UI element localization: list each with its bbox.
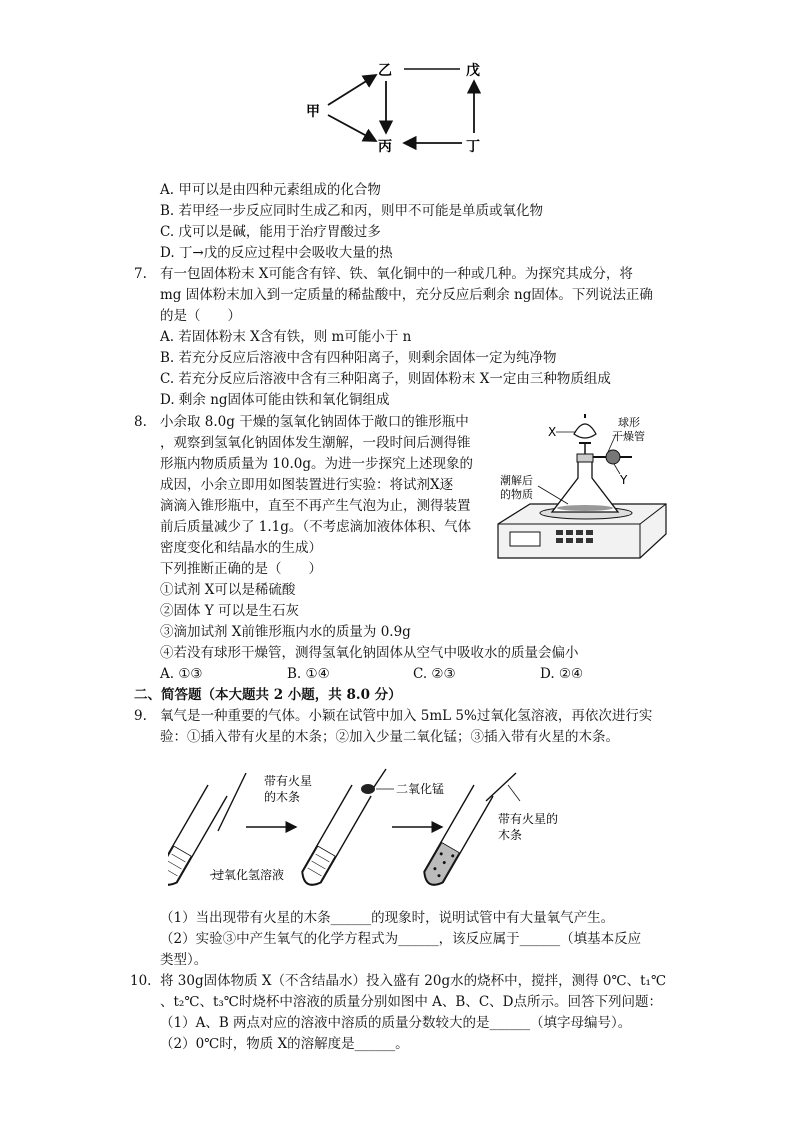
- label-sample: 的物质: [500, 488, 533, 501]
- mno2-spoon: [361, 784, 375, 794]
- q10-stem-line: 将 30g固体物质 X（不含结晶水）投入盛有 20g水的烧杯中，搅拌，测得 0℃、t₁℃: [160, 973, 667, 989]
- q8-statement-4: ④若没有球形干燥管，测得氢氧化钠固体从空气中吸收水的质量会偏小: [160, 645, 579, 661]
- label-glowing-splint-1: 的木条: [264, 790, 301, 804]
- separatory-funnel: [574, 424, 596, 438]
- q9-stem-line: 验：①插入带有火星的木条；②加入少量二氧化锰；③插入带有火星的木条。: [160, 729, 619, 745]
- q8-statement-2: ②固体 Y 可以是生石灰: [160, 603, 299, 619]
- q8-option-a[interactable]: A. ①③: [160, 666, 203, 682]
- q8-apparatus-figure: [490, 412, 676, 562]
- q10-number: 10.: [130, 973, 152, 989]
- label-glowing-splint-2: 木条: [498, 828, 523, 842]
- test-tube-2: [298, 785, 371, 890]
- reaction-relation-diagram: [300, 55, 500, 160]
- q7-stem-line: 有一包固体粉末 X可能含有锌、铁、氧化铜中的一种或几种。为探究其成分，将: [160, 266, 633, 282]
- label-y: Y: [620, 473, 628, 487]
- q8-option-c[interactable]: C. ②③: [413, 666, 456, 682]
- q8-stem-line: 密度变化和结晶水的生成）: [160, 540, 322, 556]
- section-2-title: 二、简答题（本大题共 2 小题，共 8.0 分）: [134, 687, 402, 703]
- q9-part-2: （2）实验③中产生氧气的化学方程式为______，该反应属于______（填基本反应: [160, 931, 642, 947]
- q8-stem-line: 形瓶内物质质量为 10.0g。为进一步探究上述现象的: [160, 456, 473, 472]
- drying-tube-bulb: [606, 450, 620, 464]
- q8-option-d[interactable]: D. ②④: [540, 666, 584, 682]
- q8-number: 8.: [134, 414, 147, 430]
- q8-stem-line: 滴滴入锥形瓶中，直至不再产生气泡为止，测得装置: [160, 498, 471, 514]
- q6-option-b[interactable]: B. 若甲经一步反应同时生成乙和丙，则甲不可能是单质或氧化物: [160, 203, 544, 219]
- q9-part-2-cont: 类型）。: [160, 952, 208, 968]
- label-drying-tube: 球形: [618, 416, 640, 429]
- q7-stem-line: mg 固体粉末加入到一定质量的稀盐酸中，充分反应后剩余 ng固体。下列说法正确: [160, 287, 653, 303]
- arrow-jia-to-bing: [328, 115, 376, 141]
- conical-flask: [552, 460, 618, 512]
- q7-option-b[interactable]: B. 若充分反应后溶液中含有四种阳离子，则剩余固体一定为纯净物: [160, 350, 557, 366]
- balance-display: [510, 532, 540, 546]
- label-x: X: [548, 425, 557, 439]
- q10-part-2: （2）0℃时，物质 X的溶解度是______。: [160, 1036, 409, 1052]
- label-mno2: 二氧化锰: [396, 782, 445, 796]
- q7-option-c[interactable]: C. 若充分反应后溶液中含有三种阳离子，则固体粉末 X一定由三种物质组成: [160, 371, 611, 387]
- label-drying-tube: 干燥管: [612, 430, 645, 443]
- q10-stem-line: 、t₂℃、t₃℃时烧杯中溶液的质量分别如图中 A、B、C、D点所示。回答下列问题：: [160, 994, 662, 1010]
- label-h2o2-solution: 过氧化氢溶液: [212, 868, 285, 882]
- arrow-jia-to-yi: [328, 75, 376, 105]
- q9-part-1: （1）当出现带有火星的木条______的现象时，说明试管中有大量氧气产生。: [160, 910, 615, 926]
- q7-option-d[interactable]: D. 剩余 ng固体可能由铁和氧化铜组成: [160, 392, 390, 408]
- node-ding: 丁: [466, 139, 480, 155]
- q9-stem-line: 氧气是一种重要的气体。小颖在试管中加入 5mL 5%过氧化氢溶液，再依次进行实: [160, 708, 653, 724]
- q8-statement-1: ①试剂 X可以是稀硫酸: [160, 582, 296, 598]
- q10-part-1: （1）A、B 两点对应的溶液中溶质的质量分数较大的是______（填字母编号）。: [160, 1015, 632, 1031]
- label-glowing-splint-1: 带有火星: [264, 774, 313, 788]
- label-sample: 潮解后: [500, 474, 533, 487]
- node-bing: 丙: [378, 139, 392, 155]
- q6-option-d[interactable]: D. 丁→戊的反应过程中会吸收大量的热: [160, 245, 393, 261]
- node-wu: 戊: [466, 63, 480, 79]
- test-tube-3: [420, 785, 493, 890]
- glowing-splint-2: [486, 773, 516, 801]
- node-yi: 乙: [378, 63, 392, 79]
- q7-stem-line: 的是（ ）: [160, 308, 241, 324]
- q8-stem-line: 成因，小余立即用如图装置进行实验：将试剂X逐: [160, 477, 454, 493]
- q8-stem-line: ，观察到氢氧化钠固体发生潮解，一段时间后测得锥: [160, 435, 471, 451]
- q8-statement-3: ③滴加试剂 X前锥形瓶内水的质量为 0.9g: [160, 624, 411, 640]
- q7-number: 7.: [134, 266, 147, 282]
- q9-number: 9.: [134, 708, 147, 724]
- q9-test-tube-figure: [168, 765, 608, 905]
- label-glowing-splint-2: 带有火星的: [498, 812, 559, 826]
- q7-option-a[interactable]: A. 若固体粉末 X含有铁，则 m可能小于 n: [160, 329, 412, 345]
- q8-option-b[interactable]: B. ①④: [287, 666, 330, 682]
- flask-sample: [557, 505, 613, 511]
- q8-stem-line: 小余取 8.0g 干燥的氢氧化钠固体于敞口的锥形瓶中: [160, 414, 469, 430]
- node-jia: 甲: [306, 104, 320, 120]
- q8-stem-line: 下列推断正确的是（ ）: [160, 561, 322, 577]
- q8-stem-line: 前后质量减少了 1.1g。（不考虑滴加液体体积、气体: [160, 519, 472, 535]
- q6-option-a[interactable]: A. 甲可以是由四种元素组成的化合物: [160, 182, 381, 198]
- q6-option-c[interactable]: C. 戊可以是碱，能用于治疗胃酸过多: [160, 224, 381, 240]
